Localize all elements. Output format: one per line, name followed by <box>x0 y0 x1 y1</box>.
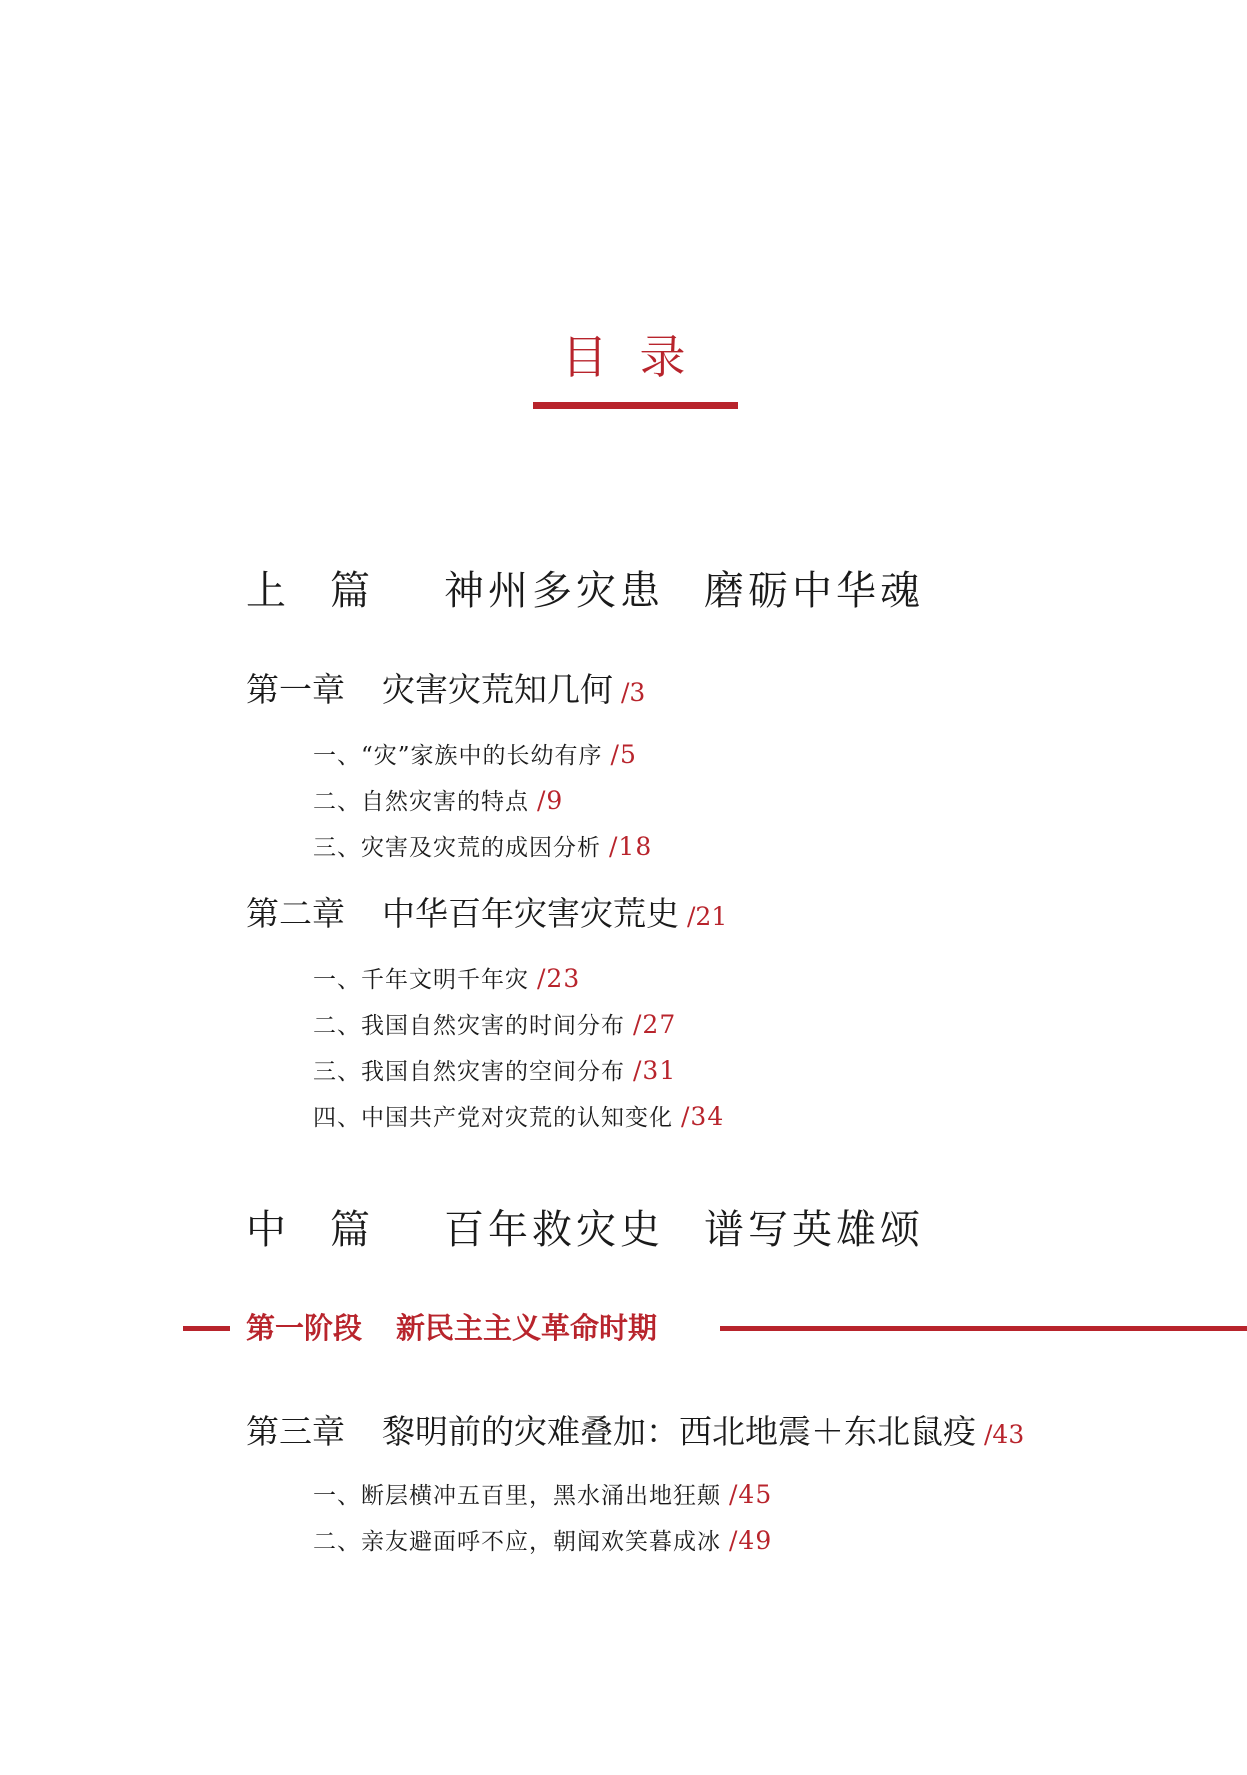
section-title: 三、灾害及灾荒的成因分析 <box>313 835 601 861</box>
chapter-entry[interactable] <box>246 892 727 939</box>
page-reference: /49 <box>729 1526 773 1555</box>
toc-title: 目录 <box>561 330 718 384</box>
page-reference: /21 <box>687 902 728 931</box>
section-entry[interactable] <box>313 1524 772 1559</box>
part-heading-middle <box>246 1205 924 1255</box>
stage-left-rule <box>183 1326 230 1331</box>
stage-right-rule <box>720 1326 1247 1331</box>
page-reference: /23 <box>537 964 581 993</box>
section-title: 一、千年文明千年灾 <box>313 967 529 993</box>
chapter-entry[interactable] <box>246 1410 1024 1457</box>
section-title: 一、断层横冲五百里，黑水涌出地狂颠 <box>313 1483 721 1509</box>
stage-heading <box>246 1306 657 1350</box>
section-entry[interactable] <box>313 962 580 997</box>
chapter-number: 第二章 <box>246 894 345 933</box>
section-entry[interactable] <box>313 738 637 773</box>
toc-title-underline <box>533 402 738 409</box>
section-entry[interactable] <box>313 1100 724 1135</box>
chapter-entry[interactable] <box>246 668 645 715</box>
part-title-a: 百年救灾史 <box>444 1207 664 1253</box>
part-title-a: 神州多灾患 <box>444 568 664 614</box>
page-reference: /43 <box>984 1420 1025 1449</box>
part-title-b: 谱写英雄颂 <box>704 1207 924 1253</box>
page-reference: /5 <box>610 740 637 769</box>
chapter-title: 中华百年灾害灾荒史 <box>382 894 679 933</box>
section-title: 一、“灾”家族中的长幼有序 <box>313 743 603 769</box>
part-title-b: 磨砺中华魂 <box>704 568 924 614</box>
page-reference: /18 <box>609 832 653 861</box>
section-title: 四、中国共产党对灾荒的认知变化 <box>313 1105 673 1131</box>
section-entry[interactable] <box>313 1478 772 1513</box>
chapter-title: 黎明前的灾难叠加：西北地震＋东北鼠疫 <box>382 1412 976 1451</box>
section-entry[interactable] <box>313 1008 676 1043</box>
page-reference: /31 <box>633 1056 677 1085</box>
part-label: 中篇 <box>246 1207 414 1253</box>
chapter-title: 灾害灾荒知几何 <box>382 670 613 709</box>
page-reference: /34 <box>681 1102 725 1131</box>
section-title: 二、我国自然灾害的时间分布 <box>313 1013 625 1039</box>
part-label: 上篇 <box>246 568 414 614</box>
section-entry[interactable] <box>313 1054 676 1089</box>
part-heading-upper <box>246 566 924 616</box>
section-title: 二、亲友避面呼不应，朝闻欢笑暮成冰 <box>313 1529 721 1555</box>
chapter-number: 第一章 <box>246 670 345 709</box>
stage-title: 新民主主义革命时期 <box>396 1311 658 1345</box>
section-entry[interactable] <box>313 784 563 819</box>
page-reference: /9 <box>537 786 564 815</box>
section-title: 二、自然灾害的特点 <box>313 789 529 815</box>
stage-label: 第一阶段 <box>246 1311 363 1345</box>
page-reference: /45 <box>729 1480 773 1509</box>
page-reference: /3 <box>621 678 646 707</box>
chapter-number: 第三章 <box>246 1412 345 1451</box>
section-title: 三、我国自然灾害的空间分布 <box>313 1059 625 1085</box>
section-entry[interactable] <box>313 830 652 865</box>
page-reference: /27 <box>633 1010 677 1039</box>
